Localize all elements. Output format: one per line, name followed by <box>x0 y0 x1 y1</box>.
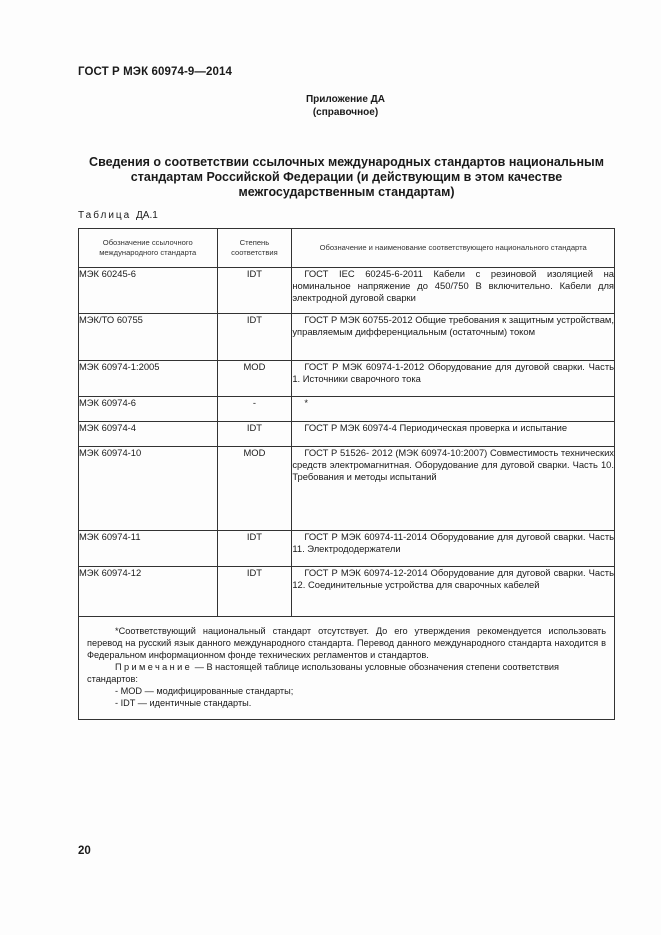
header-national-standard: Обозначение и наименование соответствующего национального стандарта <box>292 229 615 268</box>
table-header-row <box>79 229 615 268</box>
cell-international-standard: МЭК 60974-12 <box>79 567 218 617</box>
page-number: 20 <box>78 845 91 857</box>
table-label-number: ДА.1 <box>136 210 158 221</box>
cell-degree: IDT <box>217 422 292 447</box>
table-row <box>79 422 615 447</box>
cell-international-standard: МЭК 60974-10 <box>79 447 218 531</box>
annex-title: Приложение ДА <box>305 94 386 105</box>
table-row <box>79 567 615 617</box>
cell-national-standard: ГОСТ Р МЭК 60974-4 Периодическая проверка и испытание <box>292 422 615 447</box>
cell-degree: IDT <box>217 314 292 361</box>
table-row <box>79 447 615 531</box>
cell-national-standard: ГОСТ Р МЭК 60974-11-2014 Оборудование для дуговой сварки. Часть 11. Электрододержатели <box>292 531 615 567</box>
cell-degree: IDT <box>217 531 292 567</box>
cell-degree: MOD <box>217 361 292 397</box>
standards-table <box>78 228 615 720</box>
table-row <box>79 531 615 567</box>
table-row <box>79 361 615 397</box>
note-item-mod: - MOD — модифицированные стандарты; <box>115 686 294 696</box>
cell-international-standard: МЭК 60974-1:2005 <box>79 361 218 397</box>
header-degree: Степень соответствия <box>217 229 292 268</box>
cell-international-standard: МЭК 60974-11 <box>79 531 218 567</box>
table-row <box>79 268 615 314</box>
note-text: — В настоящей таблице использованы условные обозначения степени соответствия стандартов: <box>87 662 559 684</box>
cell-national-standard: ГОСТ Р МЭК 60755-2012 Общие требования к защитным устройствам, управляемым дифференциальным (остаточным) током <box>292 314 615 361</box>
cell-degree: - <box>217 397 292 422</box>
table-note-row <box>79 617 615 720</box>
table-footnote: *Соответствующий национальный стандарт отсутствует. До его утверждения рекомендуется использовать перевод на русский язык данного международного стандарта. Перевод данного международного стандарта находится в Федеральном информационном фонде технических регламентов и стандартов. <box>87 626 606 660</box>
note-item-idt: - IDT — идентичные стандарты. <box>115 698 252 708</box>
annex-subtitle: (справочное) <box>312 107 379 118</box>
table-label <box>78 210 158 221</box>
table-label-word: Таблица <box>78 210 132 221</box>
table-note <box>87 661 606 685</box>
cell-degree: IDT <box>217 268 292 314</box>
cell-national-standard: * <box>292 397 615 422</box>
cell-degree: MOD <box>217 447 292 531</box>
table-row <box>79 397 615 422</box>
section-title: Сведения о соответствии ссылочных международных стандартов национальным стандартам Российской Федерации (и действующим в этом качестве межгосударственным стандартам) <box>89 155 604 199</box>
cell-national-standard: ГОСТ IEC 60245-6-2011 Кабели с резиновой изоляцией на номинальное напряжение до 450/750 В включительно. Кабели для электродной дуговой сварки <box>292 268 615 314</box>
cell-international-standard: МЭК 60245-6 <box>79 268 218 314</box>
document-code: ГОСТ Р МЭК 60974-9—2014 <box>78 66 232 78</box>
annex-heading <box>0 93 661 119</box>
table-row <box>79 314 615 361</box>
cell-international-standard: МЭК 60974-4 <box>79 422 218 447</box>
cell-international-standard: МЭК/ТО 60755 <box>79 314 218 361</box>
table-note-cell <box>79 617 615 720</box>
header-international-standard: Обозначение ссылочного международного стандарта <box>79 229 218 268</box>
cell-degree: IDT <box>217 567 292 617</box>
cell-national-standard: ГОСТ Р 51526- 2012 (МЭК 60974-10:2007) Совместимость технических средств электромагнитная. Оборудование для дуговой сварки. Часть 10. Требования и методы испытаний <box>292 447 615 531</box>
cell-national-standard: ГОСТ Р МЭК 60974-1-2012 Оборудование для дуговой сварки. Часть 1. Источники сварочного тока <box>292 361 615 397</box>
cell-national-standard: ГОСТ Р МЭК 60974-12-2014 Оборудование для дуговой сварки. Часть 12. Соединительные устройства для сварочных кабелей <box>292 567 615 617</box>
cell-international-standard: МЭК 60974-6 <box>79 397 218 422</box>
note-label: Примечание <box>115 662 193 672</box>
